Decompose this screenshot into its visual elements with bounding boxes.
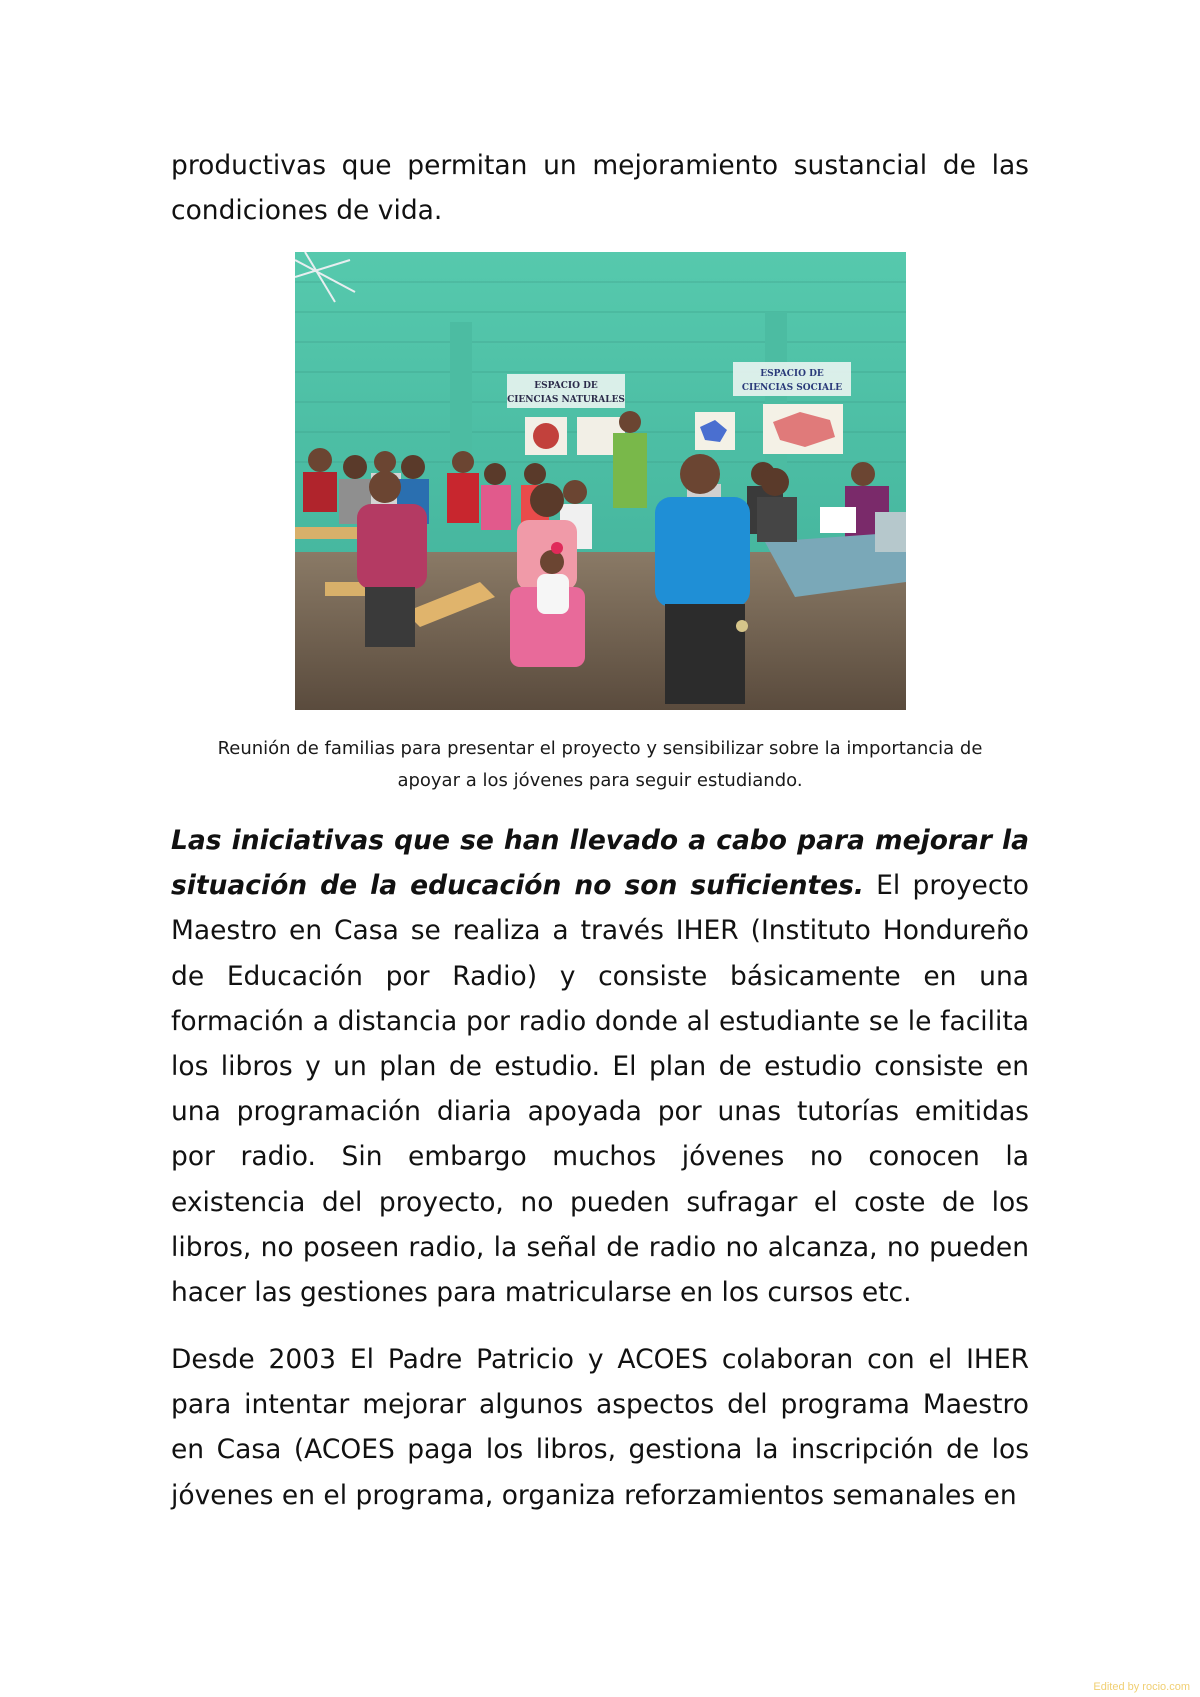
last-paragraph [171,1337,1029,1518]
intro-paragraph [171,143,1029,233]
sign-natural-sciences [507,374,625,408]
main-body: El proyecto Maestro en Casa se realiza a través IHER (Instituto Hondureño de Educación por Radio) y consiste básicamente en una formación a distancia por radio donde al estudiante se le facilita los libros y un plan de estudio. El plan de estudio consiste en una programación diaria apoyada por unas tutorías emitidas por radio. Sin embargo muchos jóvenes no conocen la existencia del proyecto, no pueden sufragar el coste de los libros, no poseen radio, la señal de radio no alcanza, no pueden hacer las gestiones para matricularse en los cursos etc. [171,870,1029,1309]
child-hair-bow [551,542,563,554]
sign-social-sciences [733,362,851,396]
meeting-photo-illustration [295,252,906,710]
papers [820,507,856,533]
last-text: Desde 2003 El Padre Patricio y ACOES colaboran con el IHER para intentar mejorar algunos aspectos del programa Maestro en Casa (ACOES paga los libros, gestiona la inscripción de los jóvenes en el programa, organiza reforzamientos semanales en [171,1344,1029,1511]
main-emphasis: Las iniciativas que se han llevado a cabo para mejorar la situación de la educación no son suficientes. [171,825,1029,902]
caption-line-2: apoyar a los jóvenes para seguir estudiando. [397,770,803,791]
svg-text:CIENCIAS SOCIALE: CIENCIAS SOCIALE [741,383,843,393]
svg-text:CIENCIAS NATURALES: CIENCIAS NATURALES [507,395,625,405]
photo-caption [180,733,1020,797]
child-head [540,550,564,574]
caption-line-1: Reunión de familias para presentar el proyecto y sensibilizar sobre la importancia de [217,738,983,759]
svg-text:ESPACIO DE: ESPACIO DE [760,369,824,379]
meeting-photo [295,252,906,710]
intro-text: productivas que permitan un mejoramiento sustancial de las condiciones de vida. [171,150,1029,227]
svg-text:ESPACIO DE: ESPACIO DE [534,381,598,391]
poster-emblem [533,423,559,449]
main-paragraph [171,818,1029,1315]
footer-watermark: Edited by rocio.com [1093,1681,1190,1693]
